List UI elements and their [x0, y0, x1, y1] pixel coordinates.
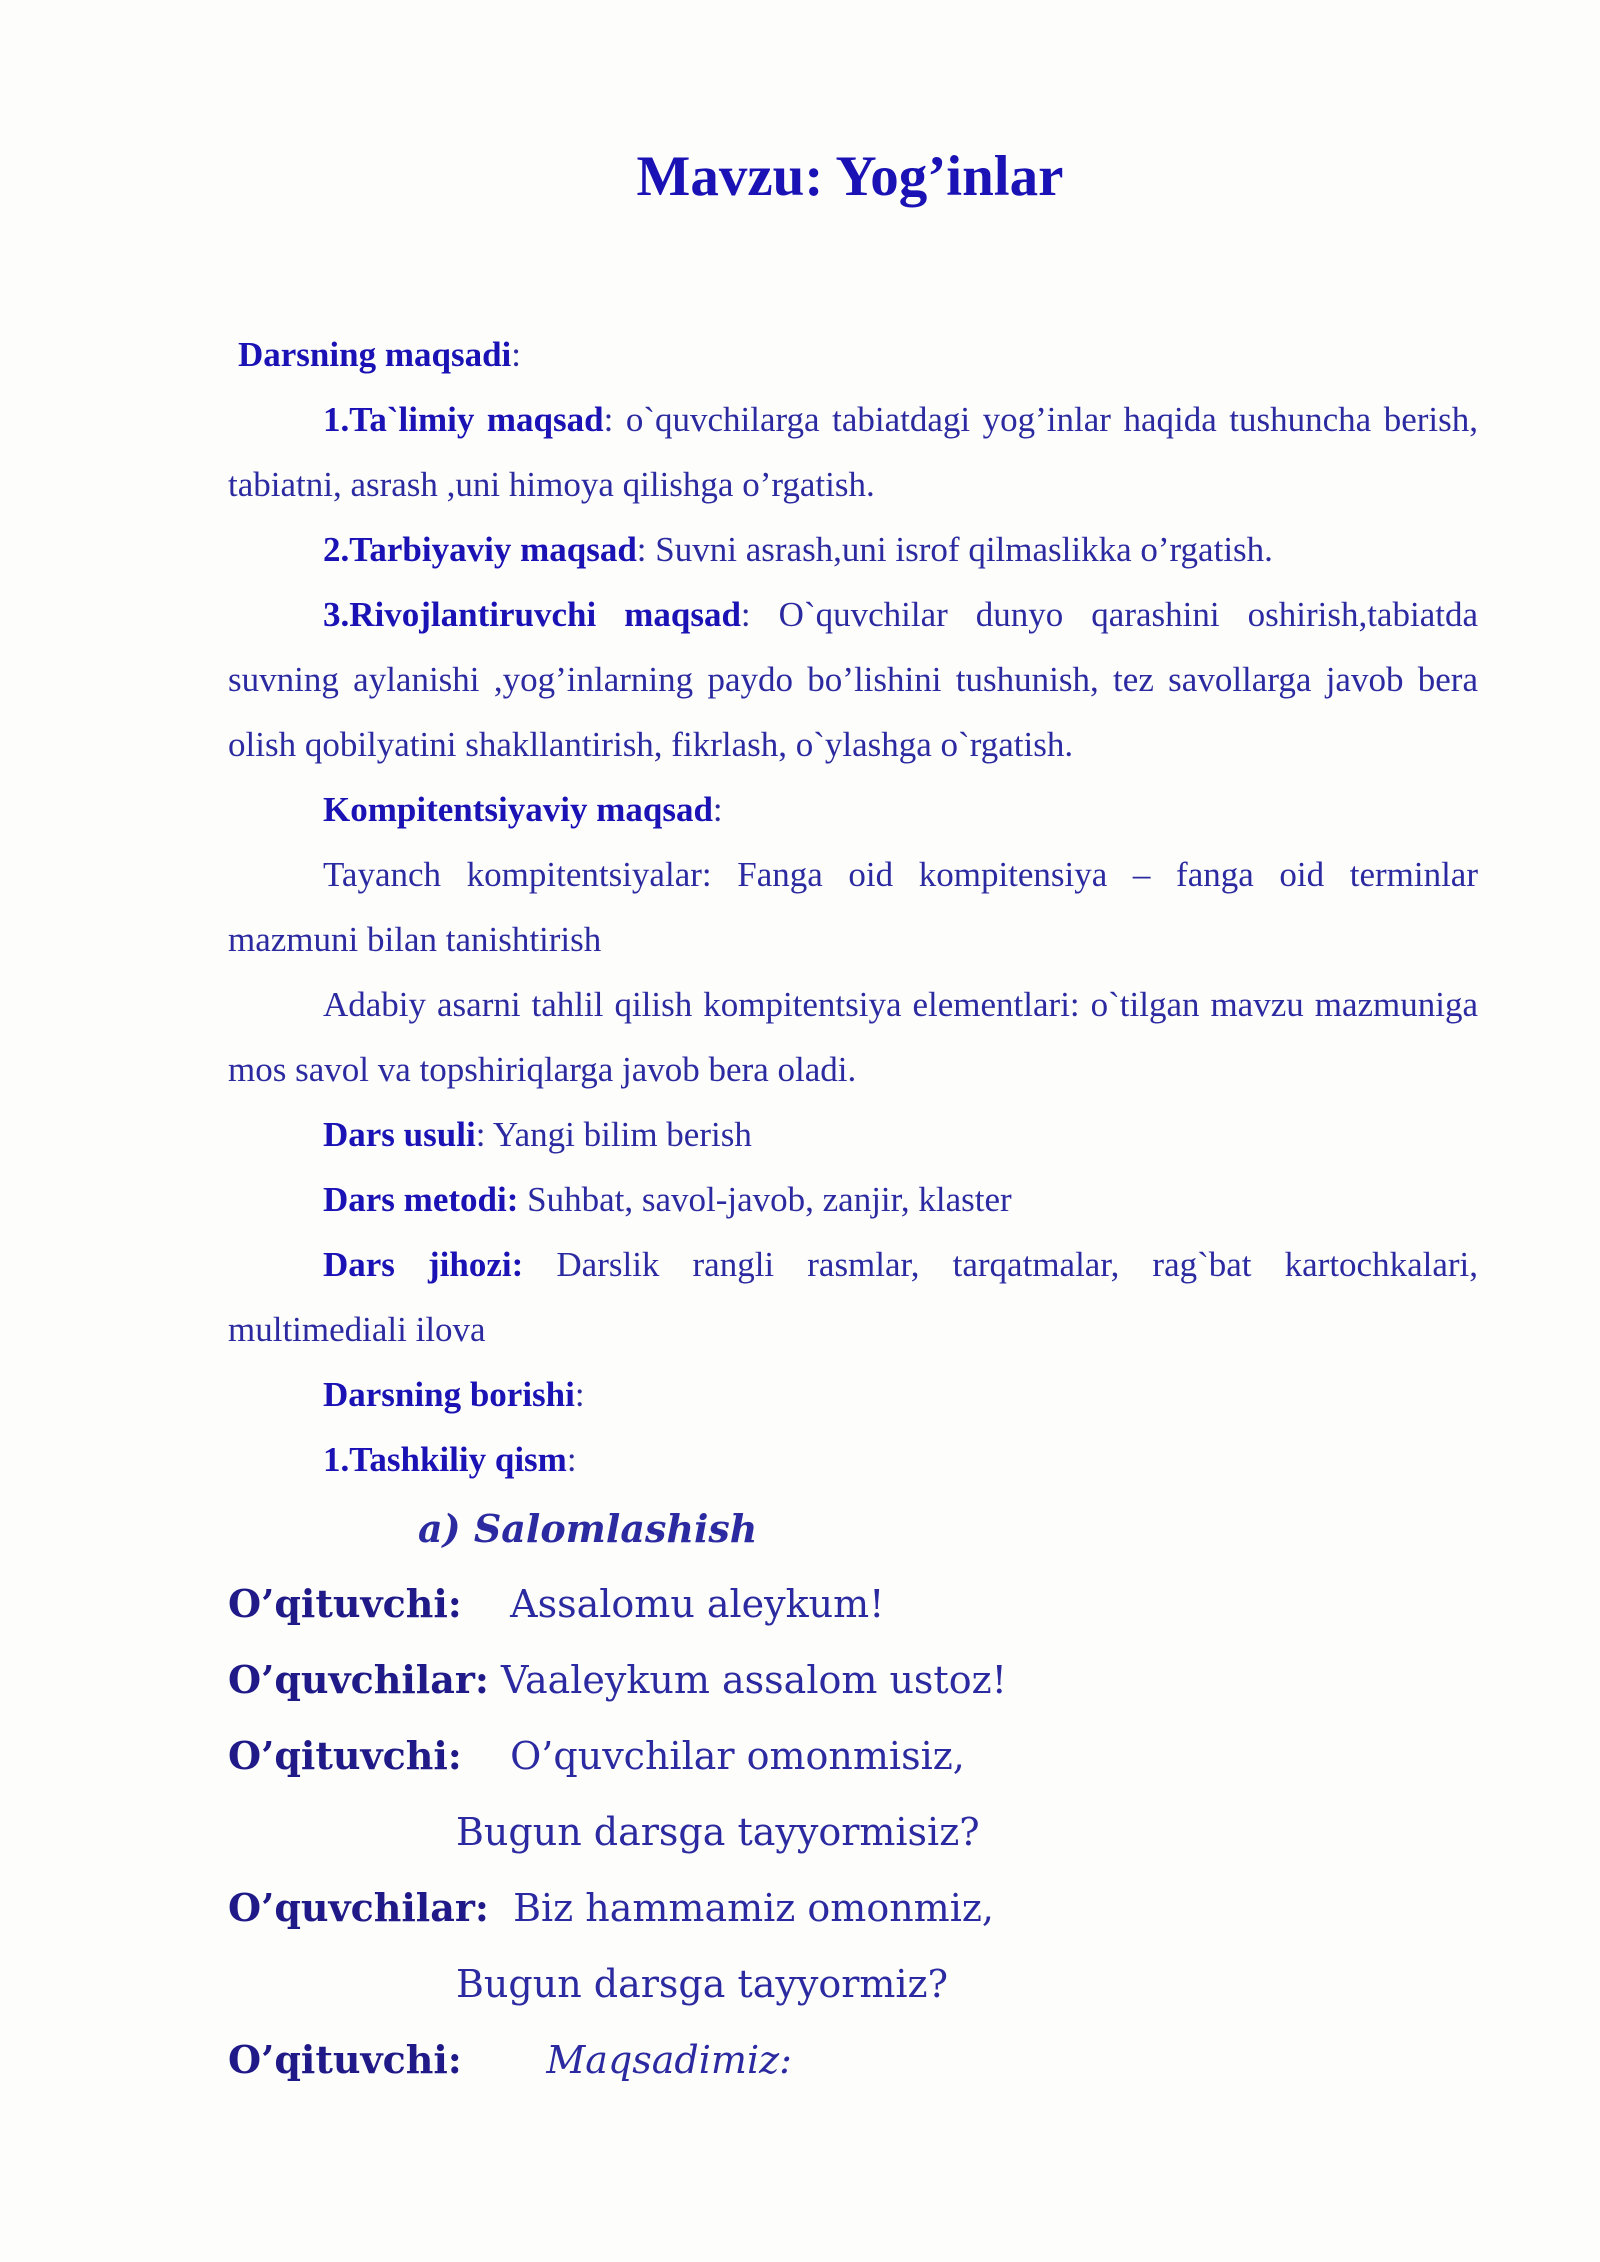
dars-jihozi-text: Darslik rangli rasmlar, tarqatmalar, rag`bat kartochkalari, multimediali ilova — [228, 1245, 1478, 1349]
dars-metodi-label: Dars metodi: — [323, 1180, 519, 1219]
dars-usuli-text: Yangi bilim berish — [485, 1115, 752, 1154]
dars-metodi — [228, 1167, 1478, 1232]
dialogue-text: O’quvchilar omonmisiz, — [510, 1734, 965, 1778]
dars-jihozi — [228, 1232, 1478, 1362]
document-body — [228, 322, 1478, 2098]
dialogue-line — [228, 2022, 1478, 2098]
darsning-borishi-label: Darsning borishi — [323, 1375, 575, 1414]
salomlashish-heading: a) Salomlashish — [418, 1506, 758, 1551]
dialogue-text: Vaaleykum assalom ustoz! — [501, 1658, 1007, 1702]
tarbiyaviy-text: Suvni asrash,uni isrof qilmaslikka o’rgatish. — [646, 530, 1273, 569]
dars-jihozi-label: Dars jihozi: — [323, 1245, 524, 1284]
dialogue — [228, 1566, 1478, 2098]
dialogue-speaker: O’qituvchi: — [228, 1581, 462, 1626]
dialogue-text: Biz hammamiz omonmiz, — [513, 1886, 994, 1930]
tayanch-paragraph: Tayanch kompitentsiyalar: Fanga oid kompitensiya – fanga oid terminlar mazmuni bilan tanishtirish — [228, 855, 1478, 959]
dialogue-line — [228, 1870, 1478, 1946]
document-title: Mavzu: Yog’inlar — [636, 145, 1064, 208]
dars-metodi-text: Suhbat, savol-javob, zanjir, klaster — [518, 1180, 1012, 1219]
dialogue-speaker: O’qituvchi: — [228, 1733, 462, 1778]
dialogue-line — [228, 1794, 1478, 1870]
talimiy-goal: 1.Ta`limiy maqsad: o`quvchilarga tabiatdagi yog’inlar haqida tushuncha berish, tabiatni, asrash ,uni himoya qilishga o’rgatish. — [228, 400, 1478, 504]
dialogue-line — [228, 1718, 1478, 1794]
dialogue-text: Maqsadimiz: — [546, 2038, 792, 2082]
tarbiyaviy-goal: 2.Tarbiyaviy maqsad: Suvni asrash,uni isrof qilmaslikka o’rgatish. — [323, 530, 1273, 569]
dialogue-speaker: O’quvchilar: — [228, 1657, 489, 1702]
talimiy-text: o`quvchilarga tabiatdagi yog’inlar haqida tushuncha berish, tabiatni, asrash ,uni himoya qilishga o’rgatish. — [228, 400, 1478, 504]
dialogue-text: Assalomu aleykum! — [510, 1582, 885, 1626]
tashkiliy-qism: 1.Tashkiliy qism: — [323, 1440, 577, 1479]
talimiy-label: 1.Ta`limiy maqsad — [323, 400, 604, 439]
dialogue-line — [228, 1946, 1478, 2022]
dialogue-speaker: O’qituvchi: — [228, 2037, 462, 2082]
tarbiyaviy-label: 2.Tarbiyaviy maqsad — [323, 530, 637, 569]
dialogue-line — [228, 1566, 1478, 1642]
darsning-borishi: Darsning borishi: — [323, 1375, 585, 1414]
rivojlantiruvchi-text: O`quvchilar dunyo qarashini oshirish,tabiatda suvning aylanishi ,yog’inlarning paydo bo’lishini tushunish, tez savollarga javob bera olish qobilyatini shakllantirish, fikrlash, o`ylashga o`rgatish. — [228, 595, 1478, 764]
kompitentsiyaviy-goal: Kompitentsiyaviy maqsad: — [323, 790, 723, 829]
goals-heading-label: Darsning maqsadi — [238, 335, 512, 374]
dars-usuli: Dars usuli: Yangi bilim berish — [323, 1115, 752, 1154]
dialogue-text: Bugun darsga tayyormisiz? — [456, 1810, 980, 1854]
kompitentsiyaviy-label: Kompitentsiyaviy maqsad — [323, 790, 713, 829]
tashkiliy-qism-label: 1.Tashkiliy qism — [323, 1440, 567, 1479]
dialogue-text: Bugun darsga tayyormiz? — [456, 1962, 948, 2006]
goals-heading: Darsning maqsadi: — [238, 335, 522, 374]
dialogue-speaker: O’quvchilar: — [228, 1885, 489, 1930]
adabiy-paragraph: Adabiy asarni tahlil qilish kompitentsiya elementlari: o`tilgan mavzu mazmuniga mos savol va topshiriqlarga javob bera oladi. — [228, 985, 1478, 1089]
dars-usuli-label: Dars usuli — [323, 1115, 476, 1154]
rivojlantiruvchi-label: 3.Rivojlantiruvchi maqsad — [323, 595, 741, 634]
dialogue-line — [228, 1642, 1478, 1718]
rivojlantiruvchi-goal: 3.Rivojlantiruvchi maqsad: O`quvchilar dunyo qarashini oshirish,tabiatda suvning aylanishi ,yog’inlarning paydo bo’lishini tushunish, tez savollarga javob bera olish qobilyatini shakllantirish, fikrlash, o`ylashga o`rgatish. — [228, 595, 1478, 764]
